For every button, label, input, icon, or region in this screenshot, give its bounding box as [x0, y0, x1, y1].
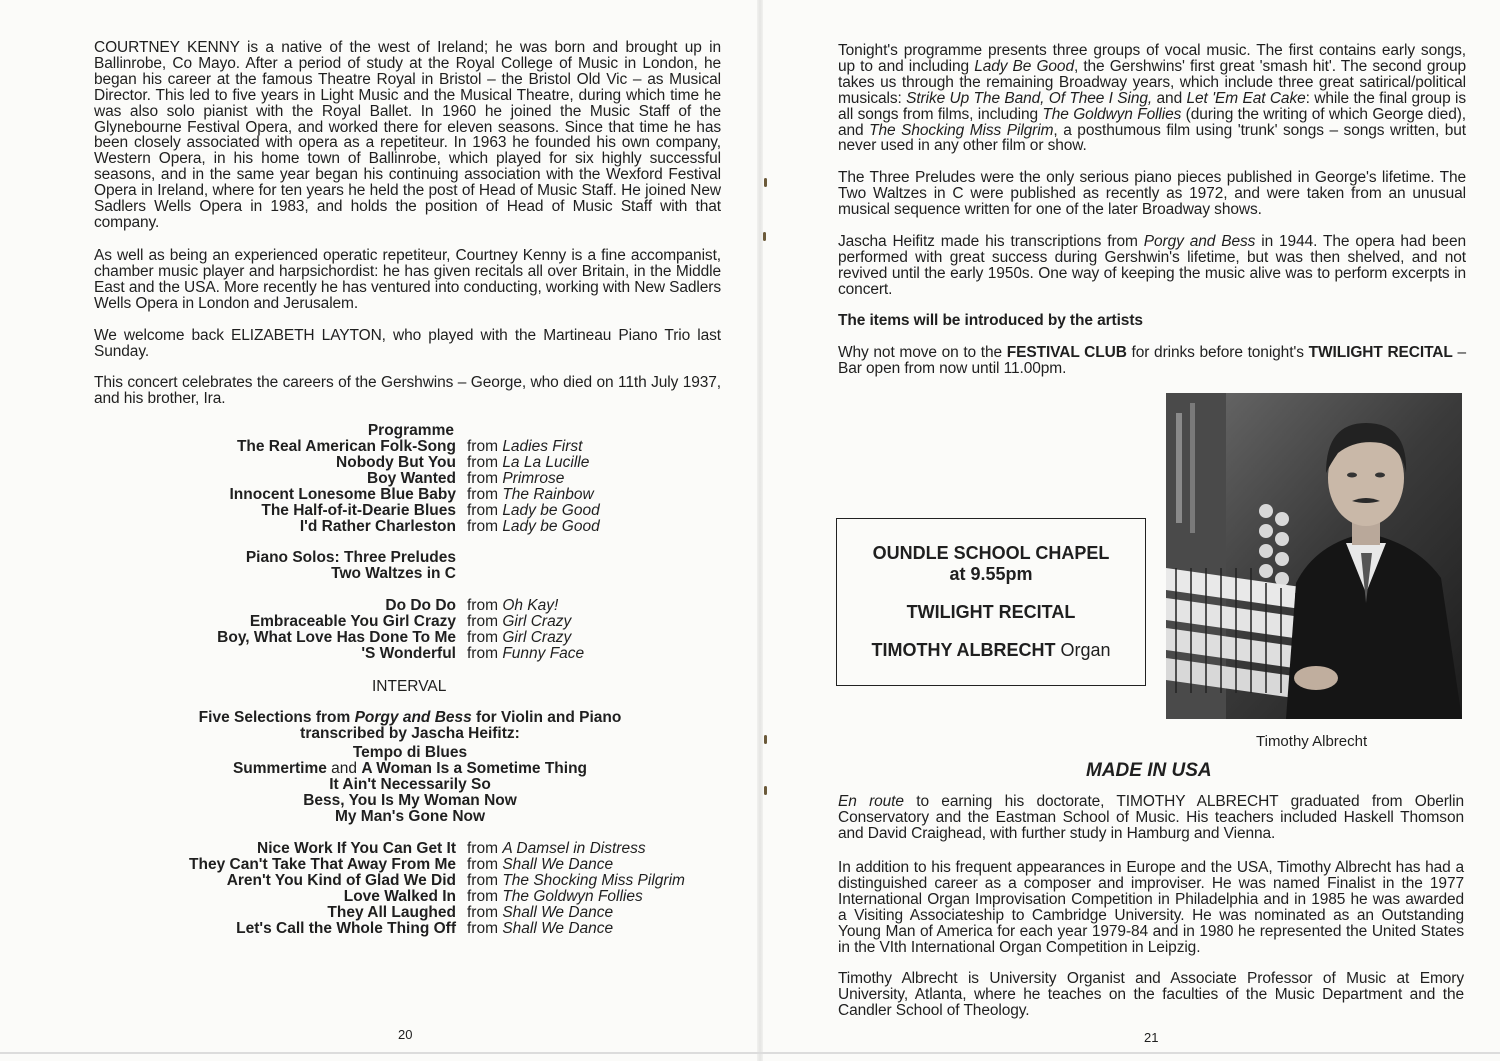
song-title: Nobody But You: [336, 454, 456, 471]
porgy-heading-c: for Violin and Piano: [471, 709, 622, 726]
source-show-title: A Damsel in Distress: [502, 840, 646, 857]
box-venue: OUNDLE SCHOOL CHAPEL: [872, 543, 1110, 563]
box-performer-instrument: Organ: [1055, 640, 1111, 660]
porgy-item-5: My Man's Gone Now: [334, 808, 486, 825]
twilight-recital-box: [836, 518, 1146, 686]
from-label: from: [467, 502, 498, 519]
from-label: from: [467, 645, 498, 662]
binding-mark: [764, 178, 767, 187]
notes-1-text-e: and: [1152, 89, 1187, 107]
kenny-bio-2: As well as being an experienced operatic repetiteur, Courtney Kenny is a fine accompanist, chamber music player and harpsichordist: he has given recitals all over Britain, in the Middle East and the USA. More recently he has ventured into conducting, working with New Sadlers Wells Opera in London and Jerusalem.: [94, 247, 721, 312]
porgy-item-2-and: and: [326, 760, 362, 777]
source-show-title: Girl Crazy: [502, 613, 572, 630]
box-recital-title: TWILIGHT RECITAL: [906, 602, 1076, 622]
song-title: Aren't You Kind of Glad We Did: [226, 872, 456, 889]
binding-mark: [764, 735, 767, 744]
club-text-d: TWILIGHT RECITAL: [1308, 344, 1453, 361]
albrecht-bio-1-a: En route: [838, 793, 904, 810]
porgy-item-2c: A Woman Is a Sometime Thing: [361, 760, 588, 777]
source-show-title: Girl Crazy: [502, 629, 572, 646]
song-title: I'd Rather Charleston: [299, 518, 456, 535]
source-show-title: Funny Face: [502, 645, 585, 662]
song-title: The Real American Folk-Song: [236, 438, 456, 455]
song-title: Innocent Lonesome Blue Baby: [229, 486, 456, 503]
from-label: from: [467, 856, 498, 873]
club-text-a: Why not move on to the: [838, 344, 1007, 361]
from-label: from: [467, 470, 498, 487]
source-show-title: Lady be Good: [502, 502, 600, 519]
albrecht-bio-1-b: to earning his doctorate, TIMOTHY ALBRECHT graduated from Oberlin Conservatory and the Eastman School of Music. His teachers included Haskell Thomson and David Craighead, with further study in Hamburg and Vienna.: [838, 793, 1465, 842]
source-show-title: Shall We Dance: [502, 904, 614, 921]
interval-label: INTERVAL: [372, 678, 447, 695]
from-label: from: [467, 438, 498, 455]
programme-notes-3: [838, 234, 1466, 298]
song-source: [467, 921, 613, 937]
from-label: from: [467, 629, 498, 646]
kenny-bio: COURTNEY KENNY is a native of the west of Ireland; he was born and brought up in Ballinrobe, Co Mayo. After a period of study at the Royal College of Music in London, he began his career at the famous Theatre Royal in Bristol – the Bristol Old Vic – as Musical Director. This led to five years in Light Music and the Musical Theatre, during which time he was also solo pianist with the Royal Ballet. In 1960 he joined the Music Staff of the Glynebourne Festival Opera, and worked there for eleven seasons. Since that time he has been closely associated with opera as a repetiteur. In 1963 he founded his own company, Western Opera, in his home town of Ballinrobe, which played for six highly successful seasons, and in the same year began his continuing association with the Wexford Festival Opera in Ireland, where for ten years he held the post of Head of Music Staff. He joined New Sadlers Wells Opera in 1983, and holds the position of Head of Music Staff with that company.: [94, 39, 721, 231]
porgy-item-4: Bess, You Is My Woman Now: [303, 792, 517, 809]
from-label: from: [467, 904, 498, 921]
from-label: from: [467, 888, 498, 905]
introduced-note: The items will be introduced by the artists: [838, 312, 1143, 329]
porgy-heading-a: Five Selections from: [198, 709, 355, 726]
song-title: Nice Work If You Can Get It: [257, 840, 456, 857]
song-source: [467, 857, 613, 873]
from-label: from: [467, 872, 498, 889]
programme-heading: Programme: [367, 422, 454, 439]
song-title: They Can't Take That Away From Me: [189, 856, 456, 873]
song-title: Do Do Do: [385, 597, 456, 614]
notes-1-text-h: The Goldwyn Follies: [1042, 105, 1182, 123]
binding-mark: [763, 232, 766, 241]
box-time: at 9.55pm: [949, 564, 1033, 584]
from-label: from: [467, 454, 498, 471]
albrecht-bio-3: Timothy Albrecht is University Organist and Associate Professor of Music at Emory University, Atlanta, where he teaches on the faculties of the Music Department and the Candler School of Theology.: [838, 970, 1464, 1019]
box-performer: [837, 640, 1145, 661]
song-source: [467, 487, 594, 503]
right-page: [760, 0, 1500, 1061]
song-source: [467, 455, 589, 471]
from-label: from: [467, 920, 498, 937]
from-label: from: [467, 597, 498, 614]
club-text-c: for drinks before tonight's: [1126, 344, 1309, 361]
albrecht-bio-2: In addition to his frequent appearances in Europe and the USA, Timothy Albrecht has had a distinguished career as a composer and improviser. He was named Finalist in the 1977 International Organ Improvisation Competition in Philadelphia and in 1985 he was awarded a Visiting Associateship to Cambridge University. He was nominated as an Outstanding Young Man of America for each year 1979-84 and in 1980 he represented the United States in the VIth International Organ Competition in Leipzig.: [838, 859, 1464, 956]
from-label: from: [467, 840, 498, 857]
porgy-transcribed: transcribed by Jascha Heifitz:: [300, 725, 520, 742]
song-title: 'S Wonderful: [361, 645, 456, 662]
performer-photo: [1166, 393, 1462, 719]
source-show-title: Ladies First: [502, 438, 583, 455]
made-in-usa-heading: MADE IN USA: [1086, 760, 1212, 781]
albrecht-bio-1: [838, 794, 1464, 842]
piano-solos-line-1: Piano Solos: Three Preludes: [245, 549, 456, 566]
from-label: from: [467, 613, 498, 630]
programme-notes-2: The Three Preludes were the only serious piano pieces published in George's lifetime. The Two Waltzes in C were published as recently as 1972, and were taken from an unusual musical sequence written for one of the later Broadway shows.: [838, 169, 1466, 218]
source-show-title: Shall We Dance: [502, 856, 614, 873]
club-text-b: FESTIVAL CLUB: [1006, 344, 1127, 361]
from-label: from: [467, 486, 498, 503]
source-show-title: The Goldwyn Follies: [502, 888, 643, 905]
porgy-item-2a: Summertime: [232, 760, 327, 777]
notes-1-text-d: Strike Up The Band, Of Thee I Sing,: [906, 89, 1153, 107]
song-title: Boy, What Love Has Done To Me: [217, 629, 456, 646]
song-source: [467, 646, 584, 662]
notes-1-text-k: , a posthumous film using 'trunk' songs – songs written, but never used in any other film or show.: [838, 121, 1466, 155]
source-show-title: Primrose: [502, 470, 565, 487]
page-number-left: 20: [398, 1027, 413, 1042]
song-source: [467, 889, 643, 905]
porgy-item-1: Tempo di Blues: [352, 744, 468, 761]
song-source: [467, 841, 646, 857]
notes-3-text-c: in 1944. The opera had been performed with great success during Gershwin's lifetime, but was then shelved, and not revived until the early 1950s. One way of keeping the music alive was to perform excerpts in concert.: [838, 233, 1466, 298]
photo-caption: Timothy Albrecht: [1256, 733, 1368, 750]
song-source: [467, 873, 685, 889]
song-title: The Half-of-it-Dearie Blues: [261, 502, 456, 519]
porgy-heading-title: Porgy and Bess: [354, 709, 472, 726]
song-source: [467, 519, 600, 535]
song-source: [467, 503, 600, 519]
source-show-title: Oh Kay!: [502, 597, 559, 614]
from-label: from: [467, 518, 498, 535]
club-text-e: – Bar open from now until 11.00pm.: [838, 344, 1467, 377]
song-source: [467, 614, 571, 630]
source-show-title: Shall We Dance: [502, 920, 614, 937]
porgy-heading: [100, 710, 720, 726]
song-title: Embraceable You Girl Crazy: [249, 613, 456, 630]
programme-notes-1: [838, 43, 1466, 154]
song-title: Let's Call the Whole Thing Off: [236, 920, 456, 937]
notes-1-text-f: Let 'Em Eat Cake: [1186, 89, 1306, 107]
page-number-right: 21: [1144, 1030, 1159, 1045]
porgy-item-2: [100, 761, 720, 777]
song-source: [467, 439, 582, 455]
notes-1-text-i: (during the writing of which George died), and: [838, 105, 1466, 139]
song-source: [467, 630, 571, 646]
source-show-title: Lady be Good: [502, 518, 600, 535]
porgy-item-3: It Ain't Necessarily So: [329, 776, 491, 793]
notes-3-text-a: Jascha Heifitz made his transcriptions from: [838, 233, 1144, 250]
performer-photo-graphic: [1166, 393, 1462, 719]
source-show-title: The Shocking Miss Pilgrim: [502, 872, 685, 889]
song-source: [467, 471, 564, 487]
notes-1-text-j: The Shocking Miss Pilgrim: [869, 121, 1054, 139]
notes-1-text-g: : while the final group is all songs from films, including: [838, 89, 1466, 123]
notes-1-text-a: Tonight's programme presents three groups of vocal music. The first contains early songs, up to and including: [838, 42, 1466, 75]
song-title: They All Laughed: [327, 904, 456, 921]
box-performer-name: TIMOTHY ALBRECHT: [871, 640, 1056, 660]
celebrates-text: This concert celebrates the careers of the Gershwins – George, who died on 11th July 1937, and his brother, Ira.: [94, 374, 721, 407]
song-source: [467, 598, 558, 614]
song-title: Love Walked In: [343, 888, 456, 905]
welcome-text: We welcome back ELIZABETH LAYTON, who played with the Martineau Piano Trio last Sunday.: [94, 327, 721, 360]
song-title: Boy Wanted: [367, 470, 456, 487]
notes-1-text-b: Lady Be Good: [974, 57, 1074, 75]
notes-3-text-b: Porgy and Bess: [1143, 233, 1256, 250]
piano-solos-line-2: Two Waltzes in C: [331, 565, 456, 582]
source-show-title: The Rainbow: [502, 486, 594, 503]
song-source: [467, 905, 613, 921]
festival-club-note: [838, 345, 1466, 377]
source-show-title: La La Lucille: [502, 454, 590, 471]
notes-1-text-c: , the Gershwins' first great 'smash hit'. The second group takes us through the remaining Broadway years, which include three great satirical/political musicals:: [838, 57, 1466, 107]
binding-mark: [764, 786, 767, 795]
